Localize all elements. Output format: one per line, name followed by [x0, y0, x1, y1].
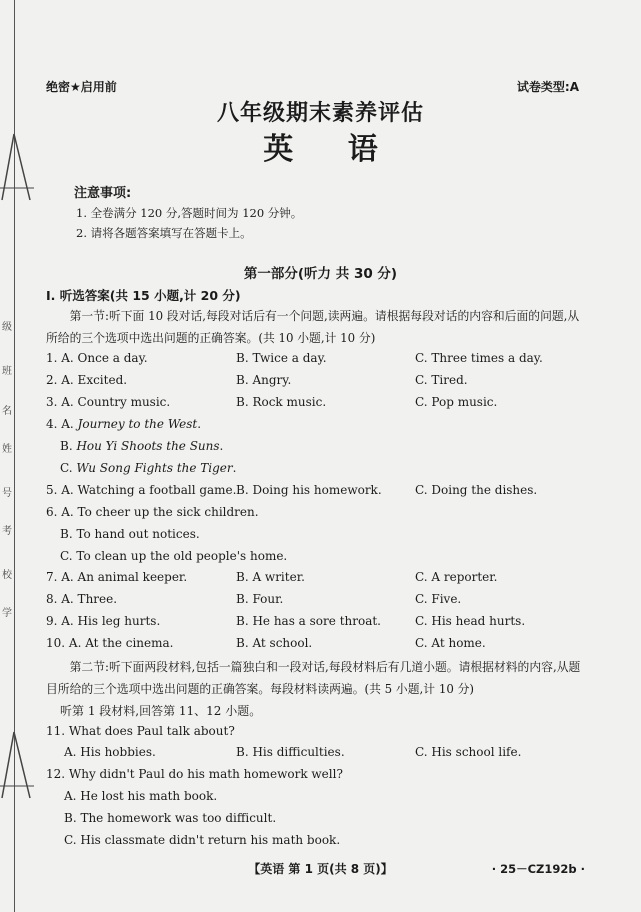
- option-c: C. Five.: [415, 592, 462, 606]
- option-b: B. Four.: [236, 592, 284, 606]
- option-c: C. His head hurts.: [415, 614, 526, 628]
- question-row: [46, 789, 606, 809]
- option-a: 9. A. His leg hurts.: [46, 614, 161, 628]
- binding-triangle-bottom: [0, 730, 34, 800]
- question-row: [46, 549, 606, 569]
- option-c: [60, 461, 236, 475]
- option-b: B. Rock music.: [236, 395, 327, 409]
- option-c: C. A reporter.: [415, 570, 498, 584]
- section2-intro: 第二节:听下面两段材料,包括一篇独白和一段对话,每段材料后有几道小题。请根据材料的内容,从题目所给的三个选项中选出问题的正确答案。每段材料读两遍。(共 5 小题,计 10 分): [46, 660, 581, 696]
- question-row: [46, 527, 606, 547]
- option-b: [60, 439, 223, 453]
- material-instruction-row: [46, 702, 606, 722]
- question-stem: 12. Why didn't Paul do his math homework well?: [46, 767, 343, 781]
- margin-char: 号: [2, 488, 12, 499]
- book-title: Hou Yi Shoots the Suns: [76, 439, 220, 453]
- question-row: [46, 395, 606, 415]
- section1-intro: 第一节:听下面 10 段对话,每段对话后有一个问题,读两遍。请根据每段对话的内容和后面的问题,从所给的三个选项中选出问题的正确答案。(共 10 小题,计 10 分): [46, 309, 580, 345]
- question-row: [46, 373, 606, 393]
- page-footer: 【英语 第 1 页(共 8 页)】: [248, 862, 393, 876]
- option-prefix: B.: [60, 439, 77, 453]
- option-b: B. To hand out notices.: [60, 527, 200, 541]
- question-row: [46, 811, 606, 831]
- section-title: Ⅰ. 听选答案(共 15 小题,计 20 分): [46, 288, 241, 303]
- margin-char: 学: [2, 608, 12, 619]
- margin-char: 级: [2, 322, 12, 333]
- question-row: [46, 417, 606, 437]
- option-b: B. Doing his homework.: [236, 483, 382, 497]
- option-a: 5. A. Watching a football game.: [46, 483, 237, 497]
- option-a: 6. A. To cheer up the sick children.: [46, 505, 259, 519]
- period: .: [219, 439, 224, 453]
- option-b: B. Angry.: [236, 373, 292, 387]
- confidential-label: 绝密★启用前: [46, 80, 117, 94]
- part-title: 第一部分(听力 共 30 分): [243, 266, 398, 282]
- option-c: C. Pop music.: [415, 395, 498, 409]
- question-row: [46, 592, 606, 612]
- question-row: [46, 439, 606, 459]
- option-c: C. Three times a day.: [415, 351, 543, 365]
- book-title: Journey to the West: [77, 417, 198, 431]
- option-c: C. His classmate didn't return his math book.: [64, 833, 341, 847]
- question-row: [46, 505, 606, 525]
- question-row: [46, 614, 606, 634]
- option-a: 8. A. Three.: [46, 592, 118, 606]
- option-a: A. He lost his math book.: [64, 789, 218, 803]
- option-b: B. His difficulties.: [236, 745, 345, 759]
- question-row: [46, 483, 606, 503]
- option-c: C. His school life.: [415, 745, 522, 759]
- period: .: [197, 417, 202, 431]
- option-a: 2. A. Excited.: [46, 373, 128, 387]
- option-c: C. Doing the dishes.: [415, 483, 538, 497]
- exam-title: 八年级期末素养评估: [216, 100, 424, 126]
- margin-char: 校: [2, 570, 12, 581]
- option-prefix: 4. A.: [46, 417, 78, 431]
- paper-type-label: 试卷类型:A: [516, 80, 579, 94]
- option-a: [46, 417, 201, 431]
- option-prefix: C.: [60, 461, 77, 475]
- option-b: B. The homework was too difficult.: [64, 811, 277, 825]
- margin-char: 姓: [2, 444, 12, 455]
- margin-char: 班: [2, 366, 12, 377]
- option-a: 10. A. At the cinema.: [46, 636, 174, 650]
- question-row: [46, 351, 606, 371]
- question-row: [46, 833, 606, 853]
- note-item: 1. 全卷满分 120 分,答题时间为 120 分钟。: [76, 206, 303, 220]
- question-row: [46, 570, 606, 590]
- margin-char: 名: [2, 406, 12, 417]
- book-title: Wu Song Fights the Tiger: [76, 461, 233, 475]
- question-row: [46, 767, 606, 787]
- question-row: [46, 461, 606, 481]
- period: .: [232, 461, 237, 475]
- margin-char: 考: [2, 526, 12, 537]
- question-row: [46, 724, 606, 744]
- option-a: 1. A. Once a day.: [46, 351, 148, 365]
- option-b: B. Twice a day.: [236, 351, 327, 365]
- paper-code: · 25－CZ192b ·: [491, 862, 585, 876]
- option-c: C. Tired.: [415, 373, 468, 387]
- option-c: C. To clean up the old people's home.: [60, 549, 288, 563]
- option-c: C. At home.: [415, 636, 486, 650]
- question-row: [46, 636, 606, 656]
- option-b: B. A writer.: [236, 570, 305, 584]
- note-item: 2. 请将各题答案填写在答题卡上。: [76, 226, 252, 240]
- option-a: 3. A. Country music.: [46, 395, 171, 409]
- notes-heading: 注意事项:: [74, 186, 132, 201]
- question-row: [46, 745, 606, 765]
- option-a: A. His hobbies.: [64, 745, 156, 759]
- option-b: B. At school.: [236, 636, 313, 650]
- option-b: B. He has a sore throat.: [236, 614, 381, 628]
- question-stem: 11. What does Paul talk about?: [46, 724, 235, 738]
- option-a: 7. A. An animal keeper.: [46, 570, 188, 584]
- subject-title: 英 语: [263, 132, 378, 167]
- material-instruction: 听第 1 段材料,回答第 11、12 小题。: [60, 704, 262, 718]
